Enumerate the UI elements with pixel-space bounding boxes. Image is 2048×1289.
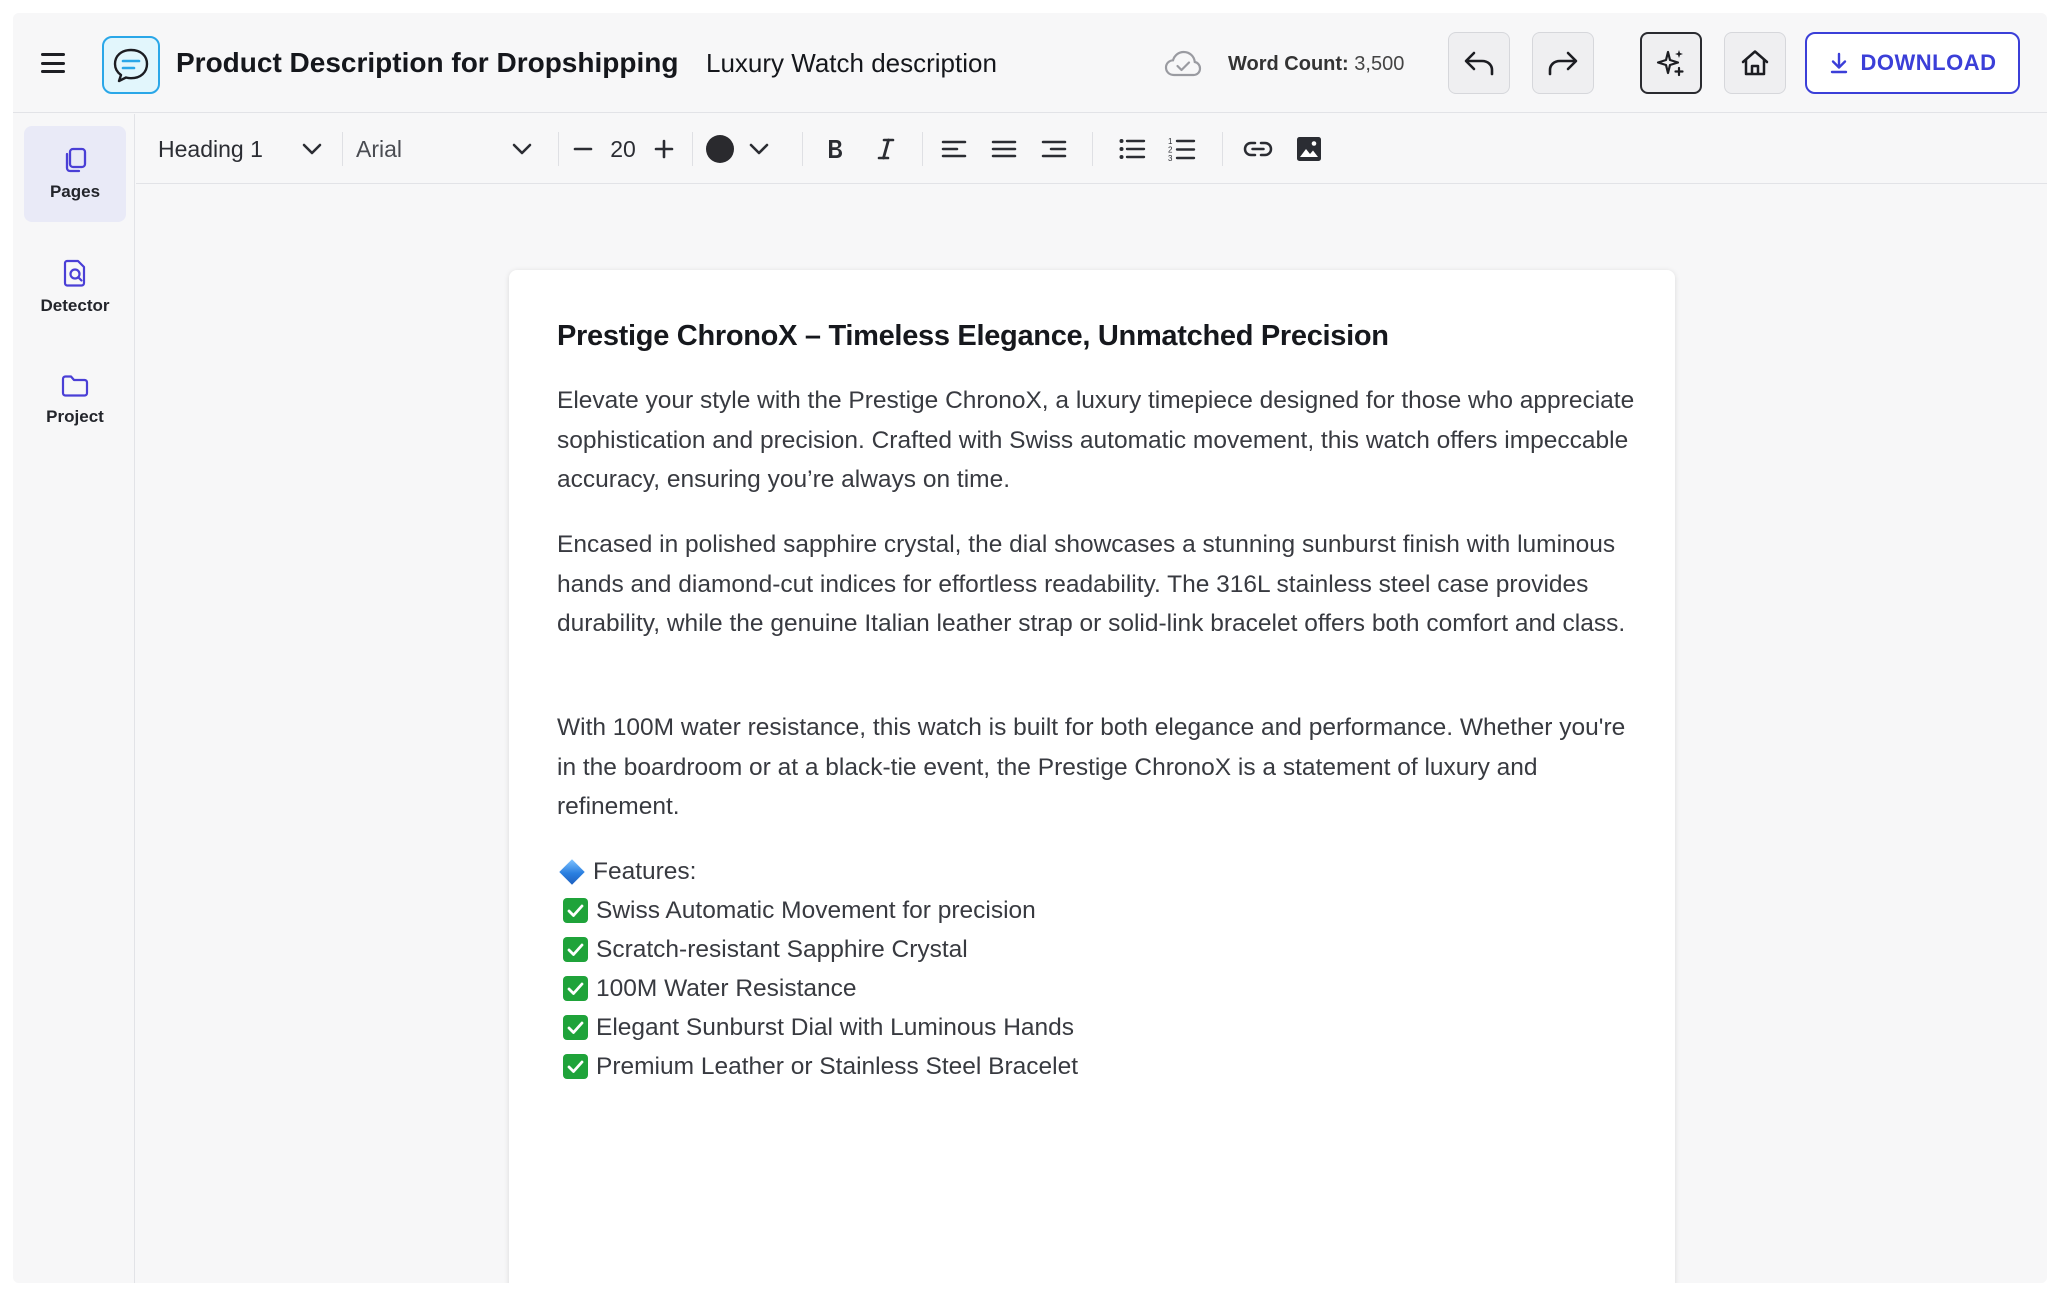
redo-button[interactable] — [1532, 32, 1594, 94]
align-center-button[interactable] — [989, 114, 1019, 184]
pages-icon — [61, 146, 89, 174]
app-window — [13, 13, 2047, 1283]
download-icon — [1829, 52, 1849, 74]
menu-icon[interactable] — [41, 53, 65, 73]
check-mark-icon — [563, 976, 588, 1001]
feature-text: Premium Leather or Stainless Steel Bracelet — [596, 1053, 1079, 1080]
feature-text: Elegant Sunburst Dial with Luminous Hands — [596, 1014, 1075, 1041]
block-style-value: Heading 1 — [158, 135, 263, 162]
sidebar-item-detector[interactable] — [24, 239, 126, 335]
feature-item[interactable] — [557, 1008, 1074, 1047]
font-family-value: Arial — [356, 135, 403, 162]
link-icon — [1242, 139, 1274, 159]
minus-icon — [572, 138, 594, 160]
toolbar-divider — [802, 132, 803, 166]
bold-icon — [825, 137, 845, 161]
feature-text: Scratch-resistant Sapphire Crystal — [596, 936, 968, 963]
align-left-button[interactable] — [939, 114, 969, 184]
italic-icon — [876, 137, 896, 161]
font-family-select[interactable] — [344, 114, 554, 184]
undo-button[interactable] — [1448, 32, 1510, 94]
sidebar-item-pages[interactable] — [24, 126, 126, 222]
document-heading[interactable]: Prestige ChronoX – Timeless Elegance, Unmatched Precision — [557, 320, 1389, 352]
svg-text:1: 1 — [1168, 137, 1173, 146]
download-button[interactable] — [1805, 32, 2020, 94]
sidebar-item-label: Pages — [49, 182, 101, 201]
feature-item[interactable] — [557, 891, 1036, 930]
ai-sparkle-icon — [1655, 47, 1687, 79]
bullet-list-button[interactable] — [1116, 114, 1148, 184]
italic-button[interactable] — [871, 114, 901, 184]
document-title[interactable]: Luxury Watch description — [706, 48, 997, 78]
align-left-icon — [941, 138, 967, 160]
folder-icon — [60, 373, 90, 399]
editor-canvas — [136, 185, 2047, 1283]
bold-button[interactable] — [820, 114, 850, 184]
align-center-icon — [991, 138, 1017, 160]
toolbar-divider — [922, 132, 923, 166]
check-mark-icon — [563, 898, 588, 923]
blue-diamond-icon — [559, 859, 584, 884]
chevron-down-icon — [301, 139, 323, 159]
chat-logo-icon — [102, 36, 160, 94]
chevron-down-icon — [748, 139, 770, 159]
text-color-picker[interactable] — [706, 114, 780, 184]
font-size-decrease-button[interactable] — [568, 114, 598, 184]
toolbar-divider — [342, 132, 343, 166]
insert-link-button[interactable] — [1241, 114, 1275, 184]
align-right-icon — [1041, 138, 1067, 160]
document-page[interactable] — [509, 270, 1675, 1283]
sidebar-item-label: Project — [46, 407, 104, 426]
home-icon — [1740, 48, 1770, 78]
feature-text: 100M Water Resistance — [596, 975, 857, 1002]
sidebar-item-label: Detector — [40, 296, 110, 315]
format-toolbar — [136, 114, 2047, 184]
undo-icon — [1463, 49, 1495, 77]
plus-icon — [653, 138, 675, 160]
home-button[interactable] — [1724, 32, 1786, 94]
check-mark-icon — [563, 1015, 588, 1040]
numbered-list-button[interactable] — [1166, 114, 1198, 184]
features-title-text: Features: — [593, 858, 697, 885]
paragraph[interactable]: Elevate your style with the Prestige ChronoX, a luxury timepiece designed for those who appreciate sophistication and precision. Crafted with Swiss automatic movement, this watch offers impeccable accuracy, ensuring you’re always on time. — [557, 387, 1635, 493]
insert-image-button[interactable] — [1293, 114, 1325, 184]
detector-icon — [61, 258, 89, 288]
svg-text:2: 2 — [1168, 145, 1173, 155]
feature-item[interactable] — [557, 1047, 1078, 1086]
font-size-input[interactable] — [606, 114, 640, 184]
toolbar-divider — [1092, 132, 1093, 166]
font-size-increase-button[interactable] — [649, 114, 679, 184]
feature-item[interactable] — [557, 930, 968, 969]
font-size-value: 20 — [610, 135, 636, 162]
svg-text:3: 3 — [1168, 154, 1173, 162]
ai-assist-button[interactable] — [1640, 32, 1702, 94]
paragraph[interactable]: With 100M water resistance, this watch is built for both elegance and performance. Whether you're in the boardroom or at a black-tie event, the Prestige ChronoX is a statement of luxury and refinement. — [557, 714, 1626, 820]
toolbar-divider — [1222, 132, 1223, 166]
download-label: DOWNLOAD — [1860, 50, 1997, 75]
top-header — [13, 13, 2047, 113]
app-title: Product Description for Dropshipping — [176, 47, 679, 78]
word-count — [1228, 53, 1404, 76]
check-mark-icon — [563, 937, 588, 962]
align-right-button[interactable] — [1039, 114, 1069, 184]
block-style-select[interactable] — [136, 114, 322, 184]
feature-text: Swiss Automatic Movement for precision — [596, 897, 1036, 924]
sidebar — [13, 114, 135, 1283]
numbered-list-icon — [1168, 136, 1196, 162]
paragraph[interactable]: Encased in polished sapphire crystal, the dial showcases a stunning sunburst finish with luminous hands and diamond-cut indices for effortless readability. The 316L stainless steel case provides durability, while the genuine Italian leather strap or solid-link bracelet offers both comfort and class. — [557, 531, 1626, 637]
sidebar-item-project[interactable] — [24, 352, 126, 448]
cloud-sync-icon — [1164, 49, 1202, 79]
word-count-value: 3,500 — [1354, 53, 1405, 75]
redo-icon — [1547, 49, 1579, 77]
toolbar-divider — [558, 132, 559, 166]
image-icon — [1296, 136, 1322, 162]
bullet-list-icon — [1118, 137, 1146, 161]
chevron-down-icon — [511, 139, 533, 159]
toolbar-divider — [692, 132, 693, 166]
word-count-label: Word Count: — [1228, 53, 1349, 75]
features-title[interactable] — [557, 852, 697, 891]
feature-item[interactable] — [557, 969, 857, 1008]
text-color-swatch — [706, 135, 734, 163]
check-mark-icon — [563, 1054, 588, 1079]
